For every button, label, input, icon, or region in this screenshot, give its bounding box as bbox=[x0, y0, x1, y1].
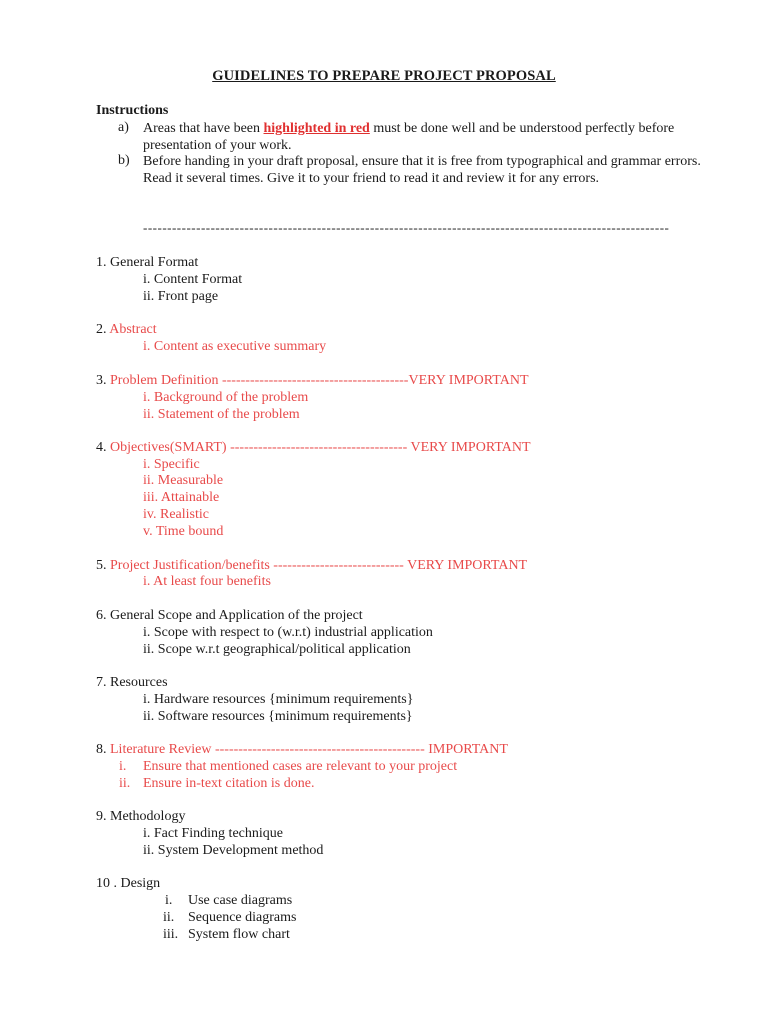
section-4-title: Objectives(SMART) -------------------------------------- VERY IMPORTANT bbox=[110, 440, 531, 455]
section-4-item: iv. Realistic bbox=[143, 507, 209, 522]
section-8-heading bbox=[96, 741, 508, 758]
section-2-item: i. Content as executive summary bbox=[143, 339, 327, 354]
section-3-item: ii. Statement of the problem bbox=[143, 407, 300, 422]
instruction-a-text bbox=[143, 120, 703, 154]
section-2-title: Abstract bbox=[109, 322, 157, 337]
section-8-item-marker: i. bbox=[119, 759, 127, 774]
highlighted-in-red-text: highlighted in red bbox=[263, 121, 370, 136]
section-8-title: Literature Review --------------------------------------------- IMPORTANT bbox=[110, 742, 508, 757]
section-4-heading bbox=[96, 439, 531, 456]
section-10-heading: 10 . Design bbox=[96, 876, 161, 891]
section-5-heading bbox=[96, 557, 527, 574]
section-7-item: i. Hardware resources {minimum requirements} bbox=[143, 692, 414, 707]
section-10-item: Use case diagrams bbox=[188, 893, 293, 908]
section-7-heading: 7. Resources bbox=[96, 675, 168, 690]
section-5-item: i. At least four benefits bbox=[143, 574, 271, 589]
section-6-heading: 6. General Scope and Application of the project bbox=[96, 608, 363, 623]
section-5-number: 5. bbox=[96, 558, 110, 573]
section-8-item-marker: ii. bbox=[119, 776, 131, 791]
section-1-heading: 1. General Format bbox=[96, 255, 199, 270]
section-8-item: Ensure in-text citation is done. bbox=[143, 776, 315, 791]
section-4-number: 4. bbox=[96, 440, 110, 455]
instruction-a-pre: Areas that have been bbox=[143, 121, 264, 136]
section-2-number: 2. bbox=[96, 322, 110, 337]
section-7-item: ii. Software resources {minimum requirements} bbox=[143, 709, 413, 724]
separator-line: ------------------------------------------------------------------------------------------------------------- bbox=[143, 220, 670, 235]
section-4-item: iii. Attainable bbox=[143, 490, 220, 505]
section-3-heading bbox=[96, 372, 529, 389]
instruction-a-marker: a) bbox=[118, 120, 129, 135]
section-10-item-marker: ii. bbox=[163, 910, 175, 925]
section-9-item: ii. System Development method bbox=[143, 843, 324, 858]
section-8-number: 8. bbox=[96, 742, 110, 757]
section-6-item: ii. Scope w.r.t geographical/political application bbox=[143, 642, 411, 657]
section-10-item-marker: iii. bbox=[163, 927, 179, 942]
section-1-item: ii. Front page bbox=[143, 289, 219, 304]
section-4-item: i. Specific bbox=[143, 457, 200, 472]
section-8-item: Ensure that mentioned cases are relevant to your project bbox=[143, 759, 458, 774]
section-10-item: Sequence diagrams bbox=[188, 910, 297, 925]
instruction-b-text: Before handing in your draft proposal, ensure that it is free from typographical and grammar errors. Read it several times. Give it to your friend to read it and review it for any errors. bbox=[143, 154, 701, 186]
section-3-title: Problem Definition ----------------------------------------VERY IMPORTANT bbox=[110, 373, 529, 388]
section-3-item: i. Background of the problem bbox=[143, 390, 309, 405]
instruction-b-marker: b) bbox=[118, 153, 130, 168]
instructions-heading: Instructions bbox=[96, 103, 169, 118]
section-4-item: ii. Measurable bbox=[143, 473, 224, 488]
section-5-title: Project Justification/benefits ---------------------------- VERY IMPORTANT bbox=[110, 558, 528, 573]
section-10-item: System flow chart bbox=[188, 927, 290, 942]
section-1-item: i. Content Format bbox=[143, 272, 243, 287]
section-4-item: v. Time bound bbox=[143, 524, 224, 539]
section-3-number: 3. bbox=[96, 373, 110, 388]
instruction-a-post: must be done well and be understood perfectly before presentation of your work. bbox=[143, 121, 675, 153]
section-10-item-marker: i. bbox=[165, 893, 173, 908]
page-title: GUIDELINES TO PREPARE PROJECT PROPOSAL bbox=[212, 68, 556, 84]
section-6-item: i. Scope with respect to (w.r.t) industrial application bbox=[143, 625, 433, 640]
section-9-item: i. Fact Finding technique bbox=[143, 826, 283, 841]
section-9-heading: 9. Methodology bbox=[96, 809, 186, 824]
section-2-heading bbox=[96, 321, 157, 338]
